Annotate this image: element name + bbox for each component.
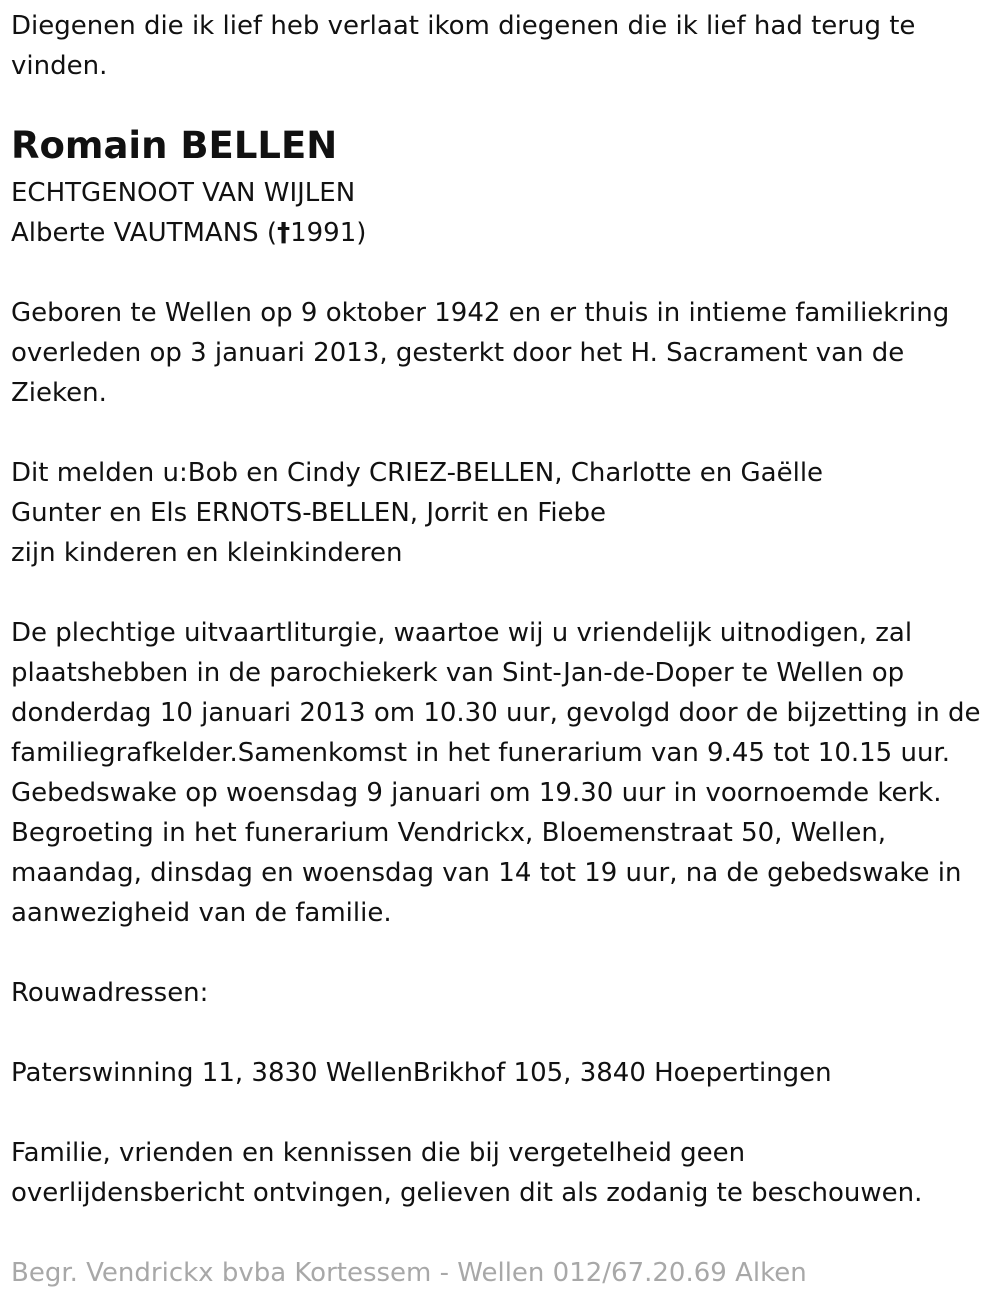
motto-line: vinden. xyxy=(11,51,108,81)
funeral-service-paragraph xyxy=(11,613,980,933)
paragraph-line: aanwezigheid van de familie. xyxy=(11,898,392,928)
addresses-text: Paterswinning 11, 3830 WellenBrikhof 105, 3840 Hoepertingen xyxy=(11,1058,832,1088)
funeral-home-footer: Begr. Vendrickx bvba Kortessem - Wellen 012/67.20.69 Alken xyxy=(11,1258,807,1288)
paragraph-line: overleden op 3 januari 2013, gesterkt door het H. Sacrament van de xyxy=(11,338,905,368)
motto-text xyxy=(11,6,915,86)
paragraph-line: Zieken. xyxy=(11,378,107,408)
spouse-name-text: Alberte VAUTMANS ( xyxy=(11,218,278,248)
paragraph-line: Gebedswake op woensdag 9 januari om 19.30 uur in voornoemde kerk. xyxy=(11,778,942,808)
paragraph-line: Dit melden u:Bob en Cindy CRIEZ-BELLEN, Charlotte en Gaëlle xyxy=(11,458,824,488)
cross-icon: † xyxy=(277,218,291,248)
paragraph-line: plaatshebben in de parochiekerk van Sint-Jan-de-Doper te Wellen op xyxy=(11,658,905,688)
paragraph-line: familiegrafkelder.Samenkomst in het funerarium van 9.45 tot 10.15 uur. xyxy=(11,738,950,768)
paragraph-line: Begroeting in het funerarium Vendrickx, Bloemenstraat 50, Wellen, xyxy=(11,818,887,848)
paragraph-line: maandag, dinsdag en woensdag van 14 tot 19 uur, na de gebedswake in xyxy=(11,858,962,888)
paragraph-line: Geboren te Wellen op 9 oktober 1942 en er thuis in intieme familiekring xyxy=(11,298,950,328)
spouse-death-year: 1991) xyxy=(290,218,367,248)
motto-line: Diegenen die ik lief heb verlaat ikom diegenen die ik lief had terug te xyxy=(11,11,916,41)
notice-paragraph xyxy=(11,1133,922,1213)
paragraph-line: Familie, vrienden en kennissen die bij vergetelheid geen xyxy=(11,1138,746,1168)
paragraph-line: zijn kinderen en kleinkinderen xyxy=(11,538,403,568)
paragraph-line: Gunter en Els ERNOTS-BELLEN, Jorrit en Fiebe xyxy=(11,498,607,528)
birth-death-paragraph xyxy=(11,293,949,413)
spouse-relation: ECHTGENOOT VAN WIJLEN xyxy=(11,178,356,208)
spouse-name xyxy=(11,213,366,253)
paragraph-line: donderdag 10 januari 2013 om 10.30 uur, gevolgd door de bijzetting in de xyxy=(11,698,981,728)
paragraph-line: overlijdensbericht ontvingen, gelieven dit als zodanig te beschouwen. xyxy=(11,1178,923,1208)
family-paragraph xyxy=(11,453,823,573)
addresses-label: Rouwadressen: xyxy=(11,978,209,1008)
deceased-name: Romain BELLEN xyxy=(11,124,338,167)
paragraph-line: De plechtige uitvaartliturgie, waartoe wij u vriendelijk uitnodigen, zal xyxy=(11,618,913,648)
